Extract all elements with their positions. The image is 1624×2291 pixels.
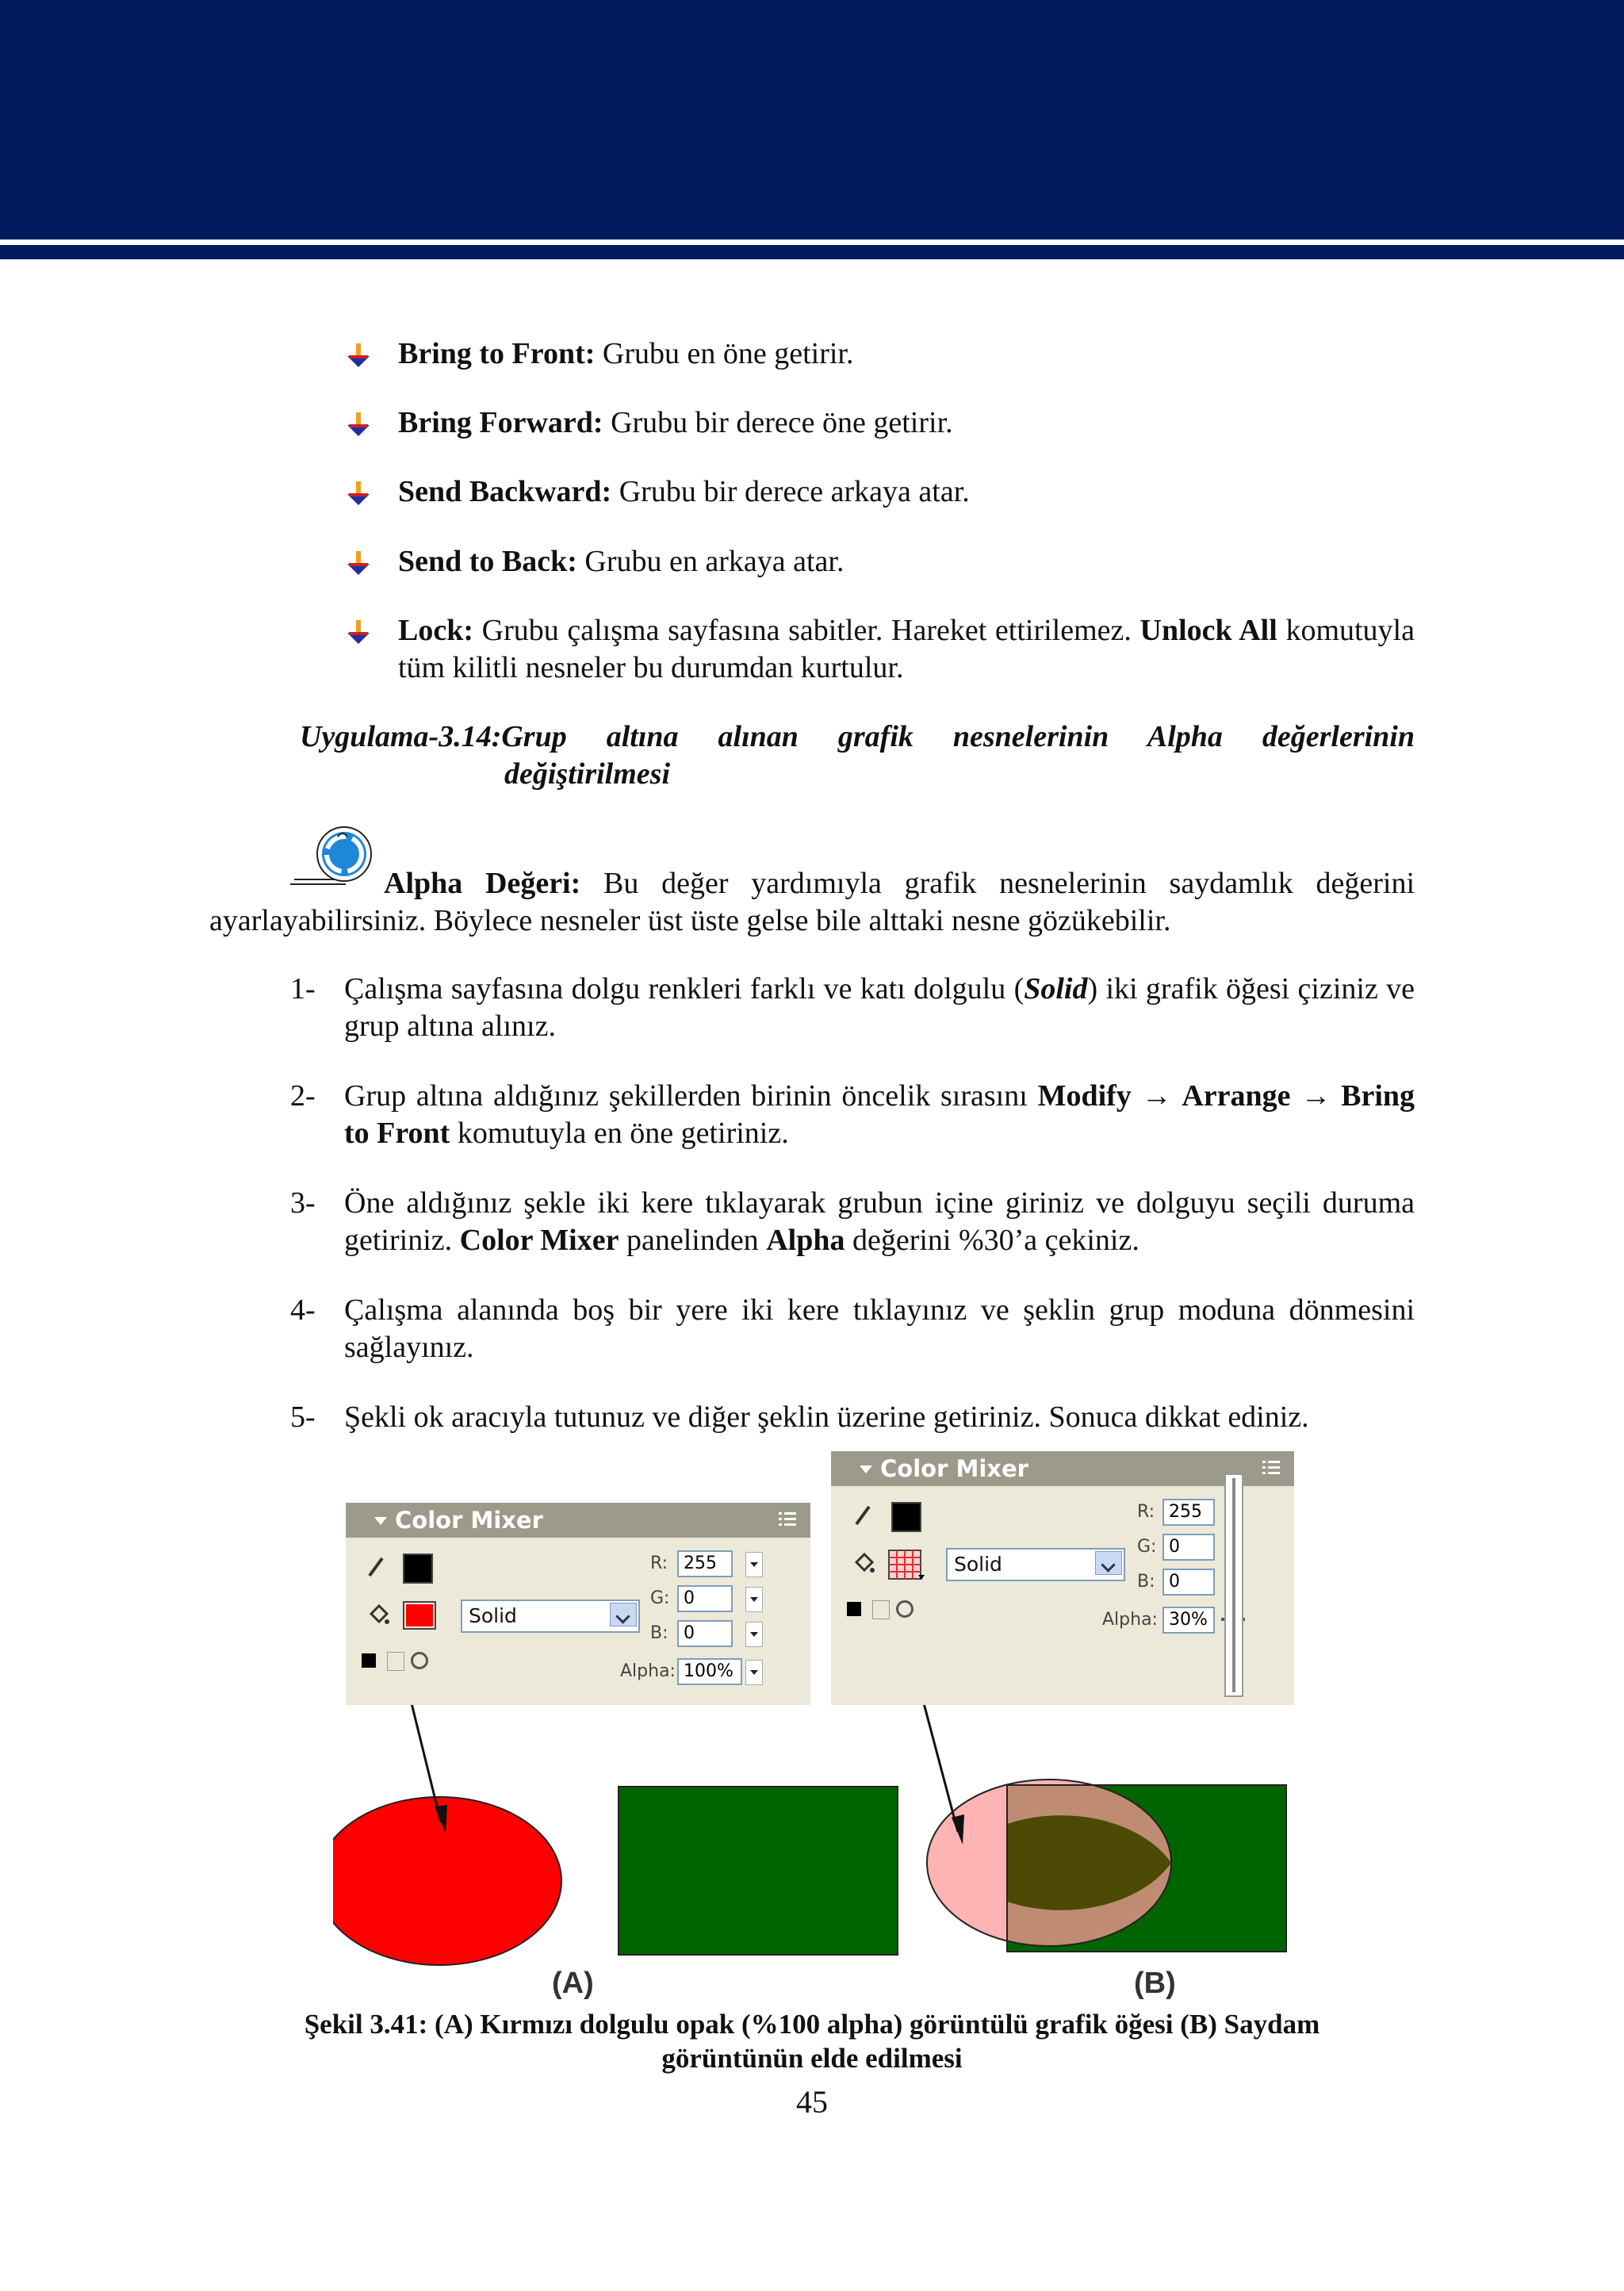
header-divider-white [0, 239, 1624, 245]
panel-menu-icon[interactable] [779, 1511, 796, 1527]
transparent-fill-swatch-icon[interactable] [888, 1550, 926, 1581]
alpha-label: Alpha: [620, 1661, 676, 1681]
exercise-title: Uygulama-3.14:Grup altına alınan grafik nesnelerinin Alpha değerlerinin [300, 720, 1415, 753]
note-desc: Bu değer yardımıyla grafik nesnelerinin saydamlık değerini [580, 867, 1415, 900]
panel-menu-icon[interactable] [1262, 1459, 1280, 1475]
step-text: Grup altına aldığınız şekillerden birinin öncelik sırasını [344, 1079, 1038, 1113]
bullet-term-2: Unlock All [1139, 614, 1277, 647]
r-label: R: [650, 1554, 668, 1573]
header-band [0, 0, 1624, 239]
bullet-desc: Grubu bir derece arkaya atar. [611, 475, 970, 508]
r-input[interactable]: 255 [1162, 1499, 1215, 1526]
fill-bucket-icon[interactable] [366, 1603, 390, 1628]
bullet-desc: Grubu en öne getirir. [595, 337, 854, 370]
fill-type-value: Solid [469, 1604, 517, 1627]
stroke-color-swatch[interactable] [891, 1502, 921, 1532]
b-label: B: [1137, 1572, 1155, 1592]
g-input[interactable]: 0 [677, 1585, 733, 1612]
g-label: G: [650, 1588, 670, 1608]
bullet-arrow-icon [347, 343, 370, 367]
step-text: Çalışma alanında boş bir yere iki kere tıklayınız ve şeklin grup moduna dönmesini sağlayınız. [344, 1293, 1415, 1364]
step-number: 3- [290, 1186, 316, 1220]
bullet-arrow-icon [347, 551, 370, 575]
step-text: ) iki grafik öğesi çiziniz ve grup altına alınız. [344, 972, 1415, 1043]
step-emphasis: Bring to Front [344, 1079, 1415, 1150]
stroke-pencil-icon[interactable] [366, 1555, 385, 1579]
g-label: G: [1137, 1537, 1157, 1557]
r-input[interactable]: 255 [677, 1550, 733, 1577]
collapse-arrow-icon[interactable] [374, 1517, 387, 1525]
chevron-down-icon[interactable] [610, 1603, 637, 1626]
step-text: Şekli ok aracıyla tutunuz ve diğer şeklin üzerine getiriniz. Sonuca dikkat ediniz. [344, 1400, 1309, 1434]
step-emphasis: Modify [1037, 1079, 1132, 1113]
b-input[interactable]: 0 [1162, 1569, 1215, 1596]
g-spin-arrow-icon[interactable] [745, 1587, 763, 1612]
b-spin-arrow-icon[interactable] [745, 1622, 763, 1647]
recycle-note-icon [290, 822, 385, 887]
alpha-input[interactable]: 30% [1162, 1607, 1215, 1634]
step-item [290, 1399, 1415, 1437]
step-item [290, 1292, 1415, 1368]
panel-title: Color Mixer [880, 1455, 1028, 1482]
step-emphasis: Alpha [766, 1224, 845, 1257]
swap-colors-icons[interactable] [362, 1650, 433, 1672]
alpha-label: Alpha: [1102, 1610, 1158, 1630]
bullet-term: Lock: [398, 614, 473, 647]
step-text: Çalışma sayfasına dolgu renkleri farklı ve katı dolgulu ( [344, 972, 1025, 1006]
step-arrow: → [1290, 1079, 1342, 1113]
bullet-term: Send to Back: [398, 545, 577, 578]
label-b: (B) [1134, 1967, 1176, 2000]
illustration-shapes [333, 1705, 1300, 1967]
bullet-term: Send Backward: [398, 475, 612, 508]
step-number: 2- [290, 1079, 316, 1113]
bullet-term: Bring to Front: [398, 337, 596, 370]
b-input[interactable]: 0 [677, 1620, 733, 1647]
step-emphasis: Arrange [1182, 1079, 1291, 1113]
step-text: komutuyla en öne getiriniz. [450, 1117, 789, 1150]
chevron-down-icon[interactable] [1095, 1551, 1122, 1575]
bullet-desc-2: komutuyla tüm kilitli nesneler bu durumdan kurtulur. [398, 614, 1415, 684]
stroke-pencil-icon[interactable] [853, 1504, 872, 1527]
bullet-desc: Grubu bir derece öne getirir. [603, 406, 953, 439]
exercise-title-cont: değiştirilmesi [504, 757, 670, 791]
fill-type-value: Solid [954, 1553, 1002, 1576]
note-term: Alpha Değeri: [384, 867, 581, 900]
fill-bucket-icon[interactable] [852, 1551, 875, 1576]
collapse-arrow-icon[interactable] [860, 1465, 872, 1473]
step-number: 1- [290, 972, 316, 1006]
r-label: R: [1137, 1502, 1155, 1522]
step-text: Öne aldığınız şekle iki kere tıklayarak grubun içine giriniz ve dolguyu seçili duruma getiriniz. [344, 1186, 1415, 1257]
color-mixer-panel-b [831, 1451, 1294, 1705]
label-a: (A) [552, 1967, 594, 2000]
step-emphasis: Color Mixer [459, 1224, 619, 1257]
note-line-1 [384, 865, 1415, 902]
step-arrow: → [1131, 1079, 1182, 1113]
header-divider-blue [0, 245, 1624, 259]
bullet-arrow-icon [347, 620, 370, 644]
brightness-slider[interactable] [1224, 1473, 1243, 1697]
step-number: 5- [290, 1400, 316, 1434]
figure-caption: Şekil 3.41: (A) Kırmızı dolgulu opak (%100 alpha) görüntülü grafik öğesi (B) Saydam [304, 2009, 1320, 2040]
bullet-arrow-icon [347, 412, 370, 436]
r-spin-arrow-icon[interactable] [745, 1552, 763, 1577]
step-text: değerini %30’a çekiniz. [845, 1224, 1139, 1257]
step-number: 4- [290, 1293, 316, 1327]
step-item [290, 1185, 1415, 1261]
bullet-arrow-icon [347, 481, 370, 505]
fill-type-dropdown[interactable] [461, 1599, 640, 1633]
alpha-spin-arrow-icon[interactable] [745, 1660, 763, 1685]
fill-type-dropdown[interactable] [946, 1548, 1125, 1581]
g-input[interactable]: 0 [1162, 1534, 1215, 1561]
bullet-desc: Grubu çalışma sayfasına sabitler. Hareket ettirilemez. [473, 614, 1140, 647]
step-item [290, 1078, 1415, 1154]
swap-colors-icons[interactable] [847, 1599, 918, 1621]
step-item [290, 971, 1415, 1047]
step-text: panelinden [619, 1224, 767, 1257]
page-number: 45 [796, 2084, 828, 2120]
step-emphasis: Solid [1024, 972, 1088, 1006]
bullet-desc: Grubu en arkaya atar. [576, 545, 845, 578]
alpha-input[interactable]: 100% [677, 1658, 742, 1685]
panel-title: Color Mixer [395, 1507, 543, 1534]
red-opaque-ellipse [333, 1797, 561, 1965]
bullet-item [347, 612, 1415, 688]
green-rectangle-a [619, 1787, 898, 1955]
panel-title-bar[interactable] [346, 1503, 810, 1538]
color-mixer-panel-a [346, 1503, 810, 1705]
note-line-2: ayarlayabilirsiniz. Böylece nesneler üst üste gelse bile alttaki nesne gözükebilir. [209, 904, 1171, 937]
fill-color-swatch[interactable] [403, 1601, 436, 1630]
figure-caption-cont: görüntünün elde edilmesi [661, 2043, 963, 2074]
bullet-term: Bring Forward: [398, 406, 603, 439]
stroke-color-swatch[interactable] [403, 1554, 433, 1584]
b-label: B: [650, 1623, 668, 1643]
